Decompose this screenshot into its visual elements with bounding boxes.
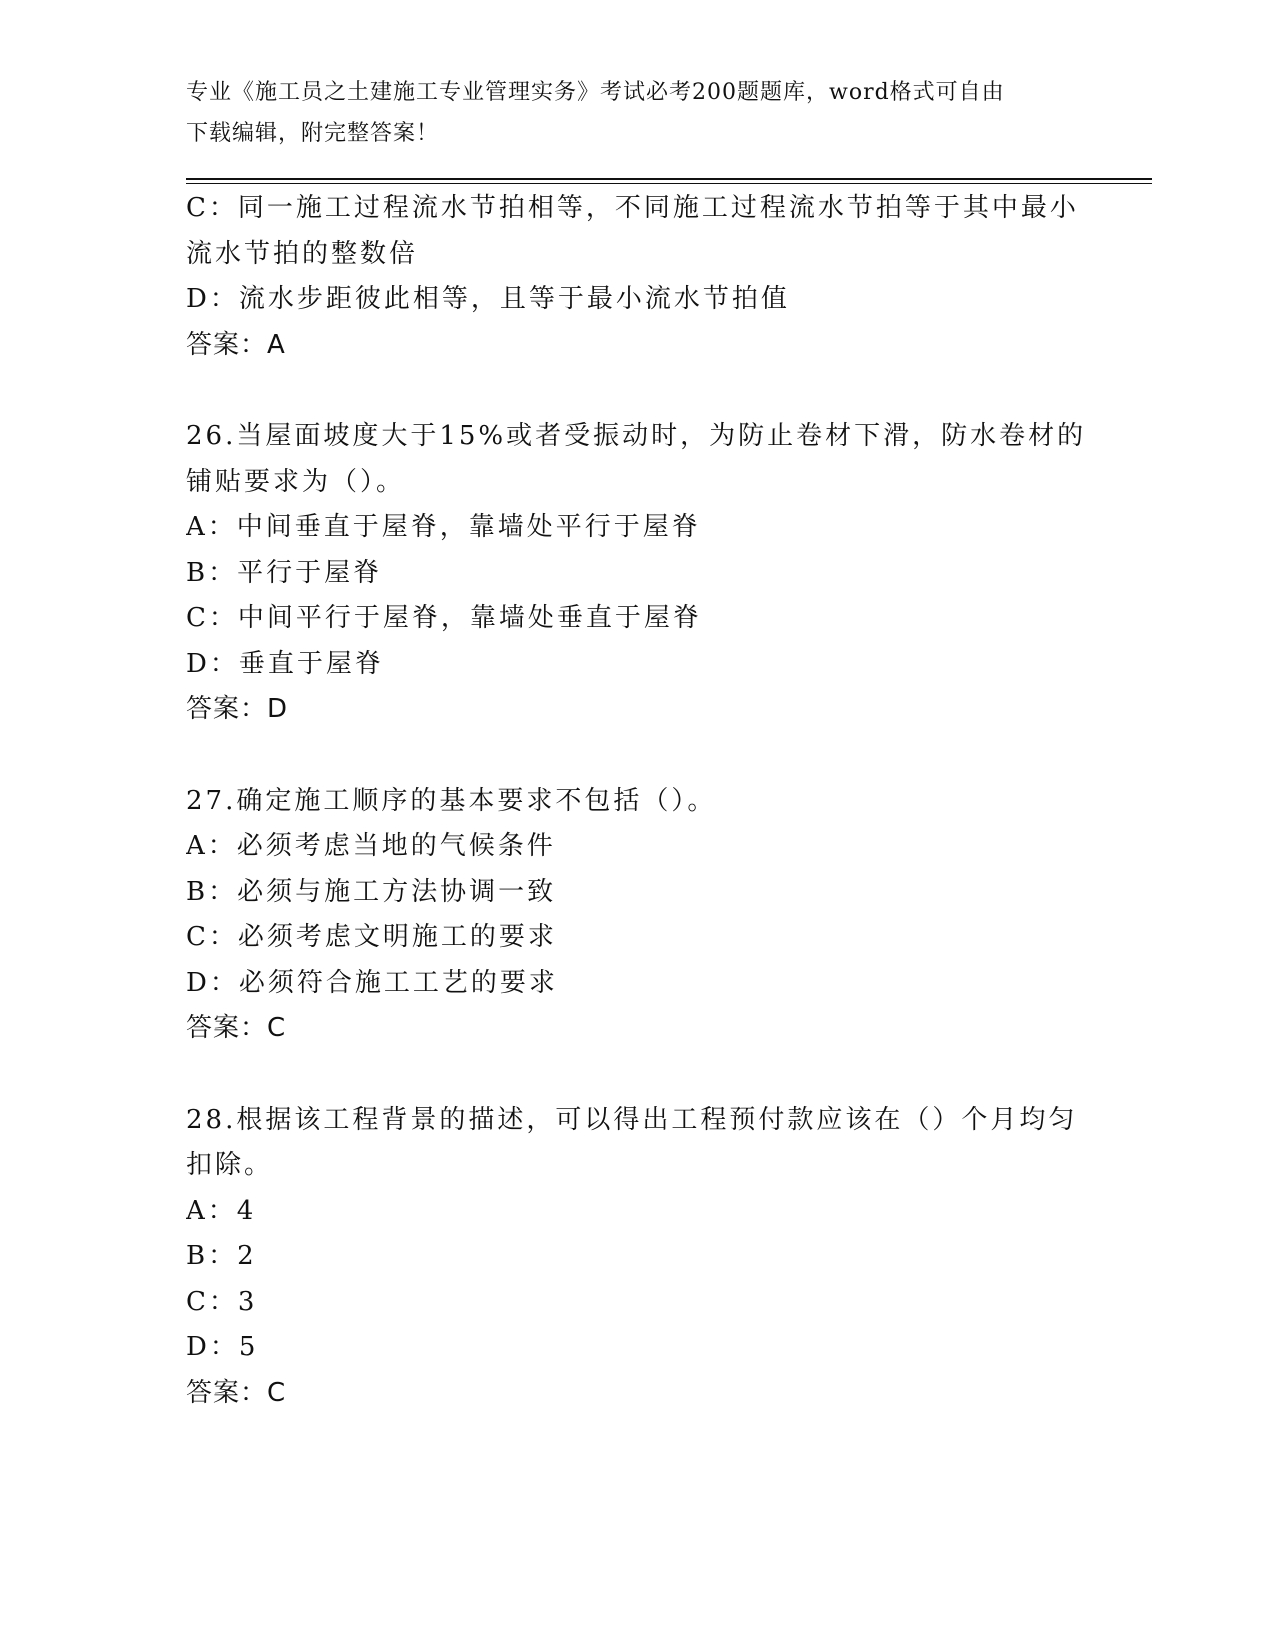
option-b: B：必须与施工方法协调一致	[186, 876, 557, 907]
option-c: C：3	[186, 1286, 258, 1317]
document-body	[186, 186, 1086, 1416]
option-a: A：中间垂直于屋脊，靠墙处平行于屋脊	[186, 512, 701, 542]
option-a: A：必须考虑当地的气候条件	[186, 831, 556, 861]
question-26	[186, 414, 1086, 733]
question-stem-line-1: 26.当屋面坡度大于15%或者受振动时，为防止卷材下滑，防水卷材的	[186, 421, 1086, 451]
option-d: D：流水步距彼此相等，且等于最小流水节拍值	[186, 284, 790, 314]
spacer	[186, 733, 1086, 779]
option-b: B：平行于屋脊	[186, 557, 383, 588]
answer: 答案：A	[186, 329, 286, 360]
answer: 答案：D	[186, 694, 289, 724]
option-c-line-2: 流水节拍的整数倍	[186, 238, 419, 269]
header-line-1: 专业《施工员之土建施工专业管理实务》考试必考200题题库，word格式可自由	[186, 80, 1005, 105]
question-stem-line-2: 扣除。	[186, 1150, 274, 1180]
question-25-tail	[186, 186, 1086, 368]
question-stem-line-2: 铺贴要求为（）。	[186, 466, 406, 497]
question-27	[186, 779, 1086, 1052]
option-b: B：2	[186, 1241, 257, 1271]
option-a: A：4	[186, 1195, 257, 1226]
question-stem-line-1: 27.确定施工顺序的基本要求不包括（）。	[186, 785, 717, 816]
header-line-2: 下载编辑，附完整答案！	[186, 121, 440, 146]
question-stem-line-1: 28.根据该工程背景的描述，可以得出工程预付款应该在（）个月均匀	[186, 1104, 1078, 1135]
document-header	[186, 72, 1066, 154]
answer: 答案：C	[186, 1377, 287, 1408]
option-c: C：中间平行于屋脊，靠墙处垂直于屋脊	[186, 603, 702, 633]
option-c-line-1: C：同一施工过程流水节拍相等，不同施工过程流水节拍等于其中最小	[186, 193, 1079, 223]
option-d: D：必须符合施工工艺的要求	[186, 967, 558, 998]
question-28	[186, 1098, 1086, 1417]
spacer	[186, 368, 1086, 414]
option-c: C：必须考虑文明施工的要求	[186, 922, 557, 952]
spacer	[186, 1052, 1086, 1098]
header-rule-thin	[186, 183, 1152, 184]
option-d: D：垂直于屋脊	[186, 648, 384, 679]
option-d: D：5	[186, 1332, 259, 1362]
header-rule-thick	[186, 178, 1152, 180]
answer: 答案：C	[186, 1013, 287, 1043]
